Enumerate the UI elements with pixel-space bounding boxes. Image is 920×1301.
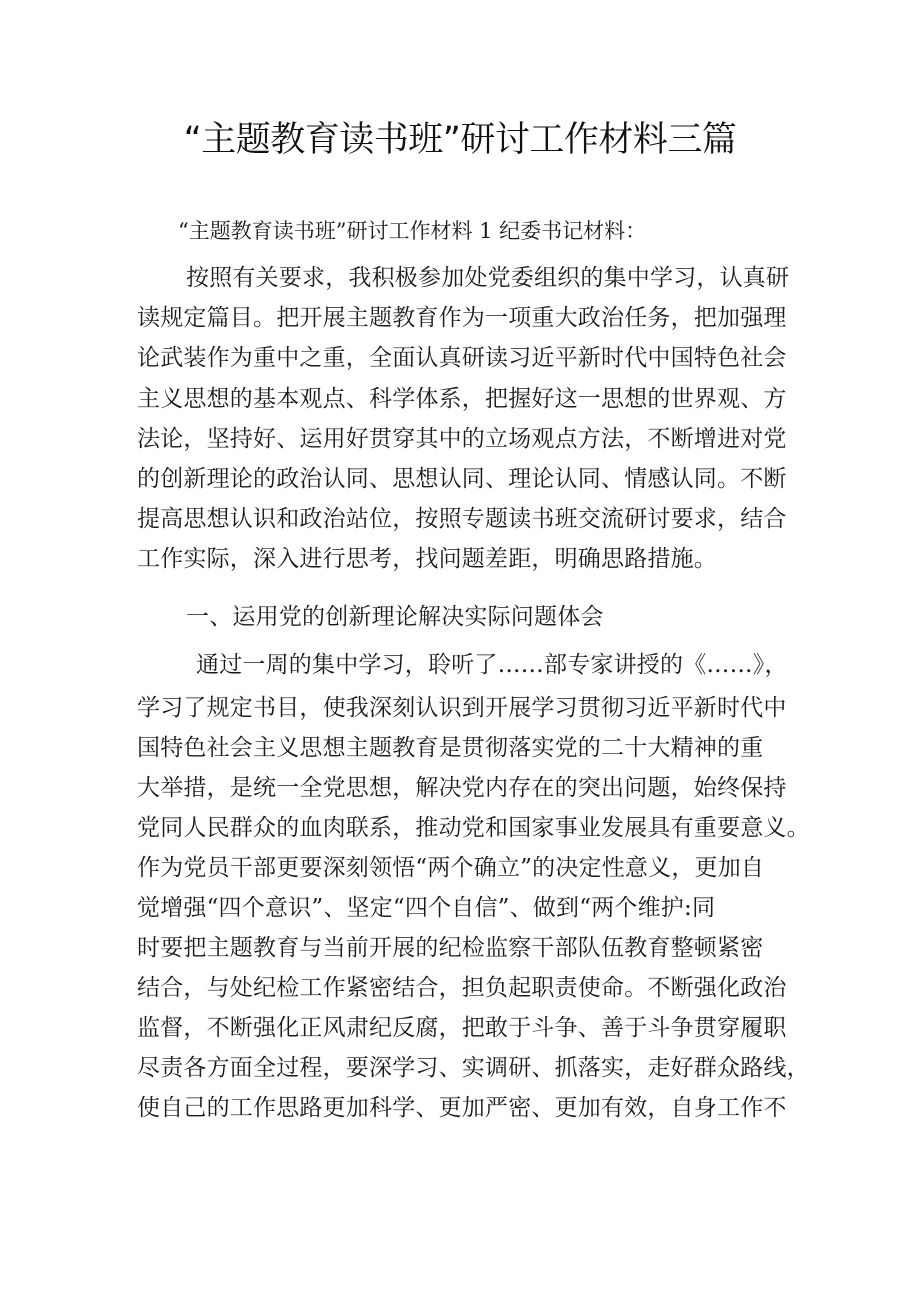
paragraph-line: 主义思想的基本观点、科学体系，把握好这一思想的世界观、方 bbox=[137, 386, 787, 412]
paragraph-line: 作为党员干部更要深刻领悟“两个确立”的决定性意义，更加自 bbox=[137, 855, 765, 881]
document-title: “主题教育读书班”研讨工作材料三篇 bbox=[183, 120, 737, 160]
paragraph-line: 工作实际，深入进行思考，找问题差距，明确思路措施。 bbox=[137, 546, 717, 572]
paragraph-line: 结合，与处纪检工作紧密结合，担负起职责使命。不断强化政治 bbox=[137, 975, 787, 1001]
paragraph-line: 党同人民群众的血肉联系，推动党和国家事业发展具有重要意义。 bbox=[137, 815, 810, 841]
paragraph-line: 尽责各方面全过程，要深学习、实调研、抓落实，走好群众路线， bbox=[137, 1055, 810, 1081]
paragraph-line: 的创新理论的政治认同、思想认同、理论认同、情感认同。不断 bbox=[137, 466, 787, 492]
paragraph-line: 通过一周的集中学习，聆听了……部专家讲授的《……》， bbox=[196, 652, 788, 678]
paragraph-line: 使自己的工作思路更加科学、更加严密、更加有效，自身工作不 bbox=[137, 1095, 787, 1121]
paragraph-line: 监督，不断强化正风肃纪反腐，把敢于斗争、善于斗争贯穿履职 bbox=[137, 1015, 787, 1041]
document-subtitle: “主题教育读书班”研讨工作材料 1 纪委书记材料： bbox=[178, 219, 647, 243]
paragraph-line: 时要把主题教育与当前开展的纪检监察干部队伍教育整顿紧密 bbox=[137, 935, 764, 961]
paragraph-line: 大举措，是统一全党思想，解决党内存在的突出问题，始终保持 bbox=[137, 775, 787, 801]
paragraph-line: 学习了规定书目，使我深刻认识到开展学习贯彻习近平新时代中 bbox=[137, 695, 787, 721]
paragraph-line: 国特色社会主义思想主题教育是贯彻落实党的二十大精神的重 bbox=[137, 735, 764, 761]
section-heading: 一、运用党的创新理论解决实际问题体会 bbox=[186, 604, 604, 630]
paragraph-line: 提高思想认识和政治站位，按照专题读书班交流研讨要求，结合 bbox=[137, 506, 787, 532]
paragraph-line: 觉增强“四个意识”、坚定“四个自信”、做到“两个维护:同 bbox=[137, 895, 716, 921]
paragraph-line: 法论，坚持好、运用好贯穿其中的立场观点方法，不断增进对党 bbox=[137, 426, 787, 452]
paragraph-line: 读规定篇目。把开展主题教育作为一项重大政治任务，把加强理 bbox=[137, 305, 787, 331]
paragraph-line: 按照有关要求，我积极参加处党委组织的集中学习，认真研 bbox=[186, 265, 790, 291]
paragraph-line: 论武装作为重中之重，全面认真研读习近平新时代中国特色社会 bbox=[137, 345, 787, 371]
